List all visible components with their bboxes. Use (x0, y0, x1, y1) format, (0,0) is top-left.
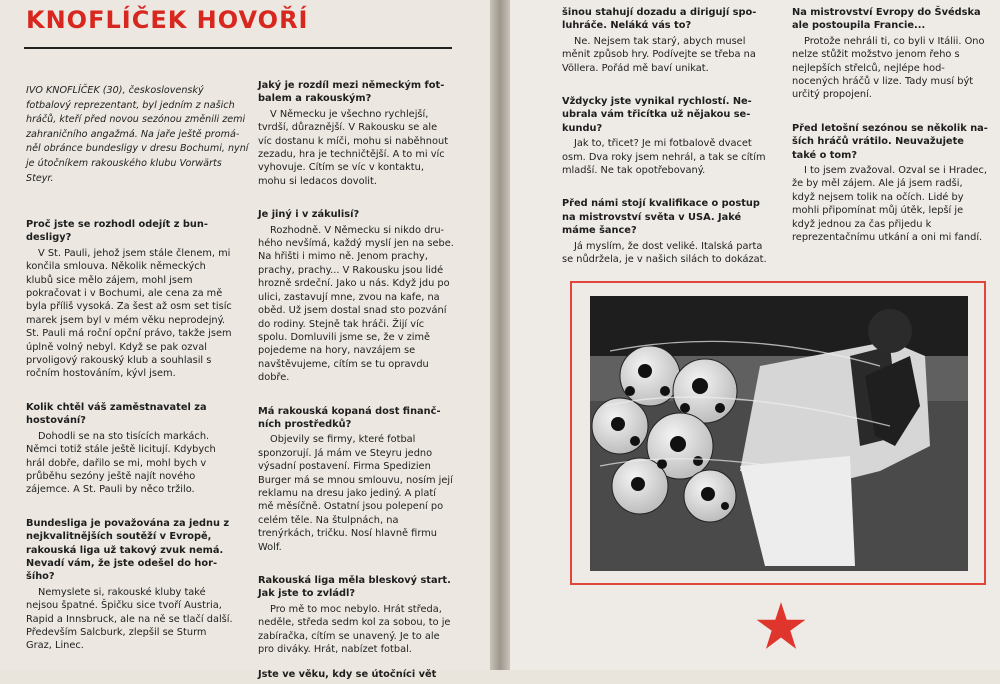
answer: Protože nehráli ti, co byli v Itálii. Ono nelze stůžit možstvo jenom řeho s nejlepších střelců, nejlépe hodnocených hráčů v lize. Tady musí být určitý propojení. (792, 35, 985, 101)
answer: Pro mě to moc nebylo. Hrát středa, neděle, středa sedm kol za sobou, to je zabíračka, cítím se unavený. Je to ale pro diváky. Hrát, nabízet fotbal. (258, 603, 451, 656)
right-column-1 (562, 6, 768, 287)
title-rule (24, 47, 452, 49)
answer: Já myslím, že dost veliké. Italská parta se nůdržela, je v našich silách to dokázat. (562, 240, 767, 266)
question: Má rakouská kopaná dost finančních prostředků? (258, 405, 441, 430)
question: Vždycky jste vynikal rychlostí. Neubrala vám třicítka už nějakou sekundu? (562, 96, 752, 134)
question: Kolik chtěl váš zaměstnavatel za hostování? (26, 401, 207, 427)
answer: Ne. Nejsem tak starý, abych musel měnit způsob hry. Podívejte se třeba na Völlera. Pořád mě baví unikat. (562, 35, 756, 74)
article-intro: IVO KNOFLÍČEK (30), československý fotbalový reprezentant, byl jedním z našich hráčů, kteří před novou sezónou změnili zemi zahraničního angažmá. Na jaře ještě prománěl obránce bundesligy v dresu Bochumi, nyní je útočníkem rakouského klubu Vorwärts Steyr. (26, 85, 249, 184)
question: Jaký je rozdíl mezi německým fotbalem a rakouským? (258, 80, 445, 105)
answer: Dohodli se na sto tisících markách. Němci totiž stále ještě licitují. Kdybych hrál dobře, dařilo se mi, mohl bych v průběhu sezóny ještě najít nového zájemce. A St. Pauli by něco tržilo. (26, 430, 216, 496)
left-page (0, 0, 490, 681)
answer: Jak to, třicet? Je mi fotbalově dvacet osm. Dva roky jsem nehrál, a tak se cítím mladší. Ne tak opotřebovaný. (562, 138, 766, 177)
answer: V St. Pauli, jehož jsem stále členem, mi končila smlouva. Několik německých klubů sice mělo zájem, mohl jsem pokračovat i v Bochumi, ale cena za mě byla příliš vysoká. Za šest až osm set tisíc marek jsem byl v mém věku neprodejný. St. Pauli má roční opční právo, takže jsem úplně volný nebyl. Když se pak ozval prvoligový rakouský klub a souhlasil s ročním hostováním, kývl jsem. (26, 247, 232, 380)
question: Na mistrovství Evropy do Švédska ale postoupila Francie... (792, 7, 981, 32)
question: Je jiný i v zákulisí? (258, 209, 360, 221)
right-column-2 (792, 6, 988, 265)
question: Rakouská liga měla bleskový start. Jak jste to zvládl? (258, 575, 451, 600)
question: Před námi stojí kvalifikace o postup na mistrovství světa v USA. Jaké máme šance? (562, 198, 760, 237)
answer: Nemyslete si, rakouské kluby také nejsou špatné. Špičku sice tvoří Austria, Rapid a Innsbruck, ale na ně se tlačí další. Především Salcburk, zlepšil se Sturm Graz, Linec. (26, 586, 233, 652)
question: šinou stahují dozadu a dirigují spoluhráče. Nelákά vás to? (562, 7, 757, 32)
answer: I to jsem zvažoval. Ozval se i Hradec, že by měl zájem. Ale já jsem radši, když nejsem tolik na očích. Lidé by mohli připomínat můj útěk, lepší je když jednou za čas přijedu k reprezentačnímu utkání a oni mi fandí. (792, 165, 988, 244)
player-photo (590, 296, 968, 571)
answer: Rozhodně. V Německu si nikdo druhého nevšímá, každý myslí jen na sebe. Na hřišti i mimo ně. Jenom prachy, prachy, prachy... V Rakousku jsou lidé hrozně srdeční. Jako u nás. Když jdu po ulici, zastavují mne, zvou na kafe, na oběd. Už jsem dostal snad sto pozvání do rodiny. Stejně tak hráči. Žijí víc spolu. Domluvili jsme se, že v zimě pojedeme na hory, navzájem se navštěvujeme, cítím se tu opravdu dobře. (258, 224, 454, 384)
question: Proč jste se rozhodl odejít z bundesligy? (26, 219, 208, 244)
answer: Objevily se firmy, které fotbal sponzorují. Já mám ve Steyru jedno výsadní postavení. Firma Spedizien Burger má se mnou smlouvu, nosím její reklamu na dresu jako jediný. A platí mě měsíčně. Ostatní jsou polepení po celém těle. Na štulpnách, na trenýrkách, tričku. Nosí hlavně firmu Wolf. (258, 434, 453, 553)
left-column-2 (258, 79, 454, 684)
question: Před letošní sezónou se několik naších hráčů vrátilo. Neuvažujete také o tom? (792, 122, 988, 161)
red-star-icon (755, 600, 807, 652)
spine-gutter (490, 0, 510, 670)
player-head (868, 309, 912, 353)
answer: V Německu je všechno rychlejší, tvrdší, důraznější. V Rakousku se ale víc dostanu k míči, mohu si naběhnout zezadu, hra je techničtější. A to mi víc vyhovuje. Cítím se víc v kontaktu, mohu si ledacos dovolit. (258, 108, 449, 187)
left-column-1 (26, 218, 234, 673)
question: Bundesliga je považována za jednu z nejkvalitnějších soutěží v Evropě, rakouská liga už takový zvuk nemá. Nevadí vám, že jste odešel do horšího? (26, 517, 230, 583)
question: Jste ve věku, kdy se útočníci vět (258, 669, 437, 681)
article-title: KNOFLÍČEK HOVOŘÍ (26, 6, 309, 34)
